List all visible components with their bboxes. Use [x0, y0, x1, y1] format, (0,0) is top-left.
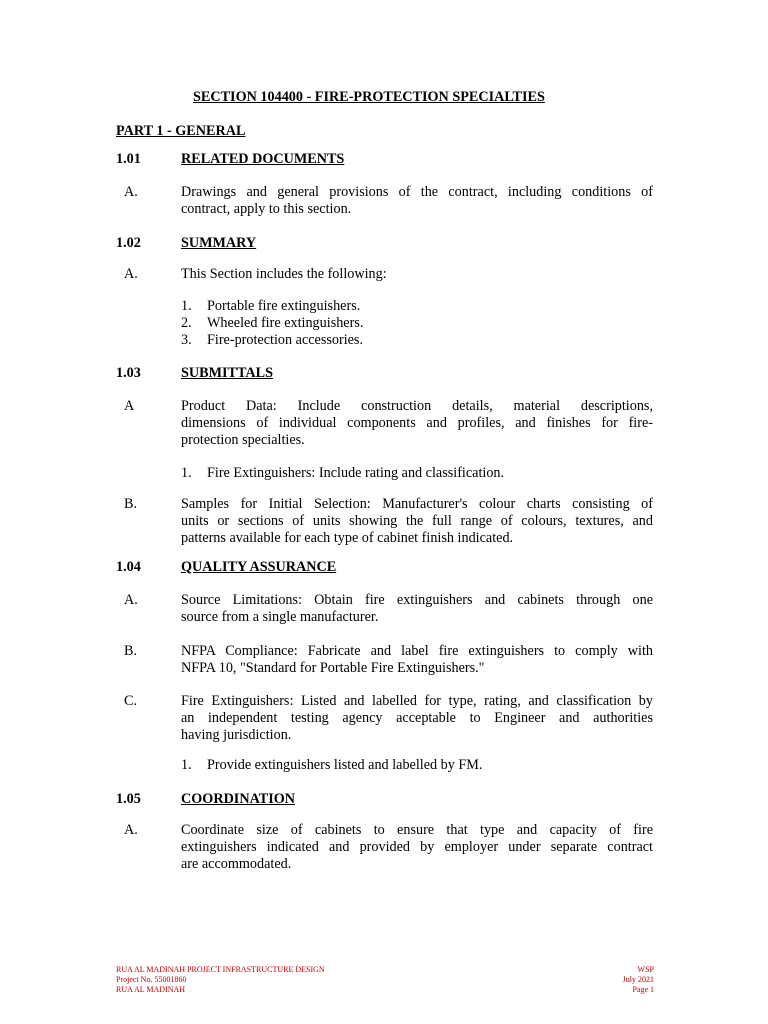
part-heading: PART 1 - GENERAL — [116, 123, 246, 139]
section-heading: QUALITY ASSURANCE — [181, 559, 337, 575]
document-title: SECTION 104400 - FIRE-PROTECTION SPECIALTIES — [193, 89, 545, 105]
footer-project-title: RUA AL MADINAH PROJECT INFRASTRUCTURE DESIGN — [116, 965, 325, 974]
paragraph-line: contract, apply to this section. — [181, 201, 352, 217]
item-label: A. — [124, 822, 138, 838]
section-number: 1.03 — [116, 365, 141, 381]
paragraph-line: Drawings and general provisions of the contract, including conditions of — [181, 184, 653, 200]
paragraph-line: NFPA Compliance: Fabricate and label fire extinguishers to comply with — [181, 643, 653, 659]
paragraph-line: having jurisdiction. — [181, 727, 292, 743]
item-label: A. — [124, 266, 138, 282]
item-label: A — [124, 398, 135, 414]
list-number: 1. — [181, 465, 192, 481]
footer-project-number: Project No. 55001860 — [116, 975, 187, 984]
paragraph-line: Source Limitations: Obtain fire extinguishers and cabinets through one — [181, 592, 653, 608]
item-label: A. — [124, 592, 138, 608]
list-number: 1. — [181, 298, 192, 314]
paragraph-line: dimensions of individual components and profiles, and finishes for fire- — [181, 415, 653, 431]
list-item: Provide extinguishers listed and labelled by FM. — [207, 757, 483, 773]
list-number: 1. — [181, 757, 192, 773]
paragraph-line: This Section includes the following: — [181, 266, 387, 282]
section-heading: SUBMITTALS — [181, 365, 273, 381]
item-label: A. — [124, 184, 138, 200]
paragraph-line: units or sections of units showing the full range of colours, textures, and — [181, 513, 653, 529]
list-item: Wheeled fire extinguishers. — [207, 315, 364, 331]
section-number: 1.01 — [116, 151, 141, 167]
paragraph-line: protection specialties. — [181, 432, 305, 448]
paragraph-line: Coordinate size of cabinets to ensure that type and capacity of fire — [181, 822, 653, 838]
paragraph-line: Product Data: Include construction details, material descriptions, — [181, 398, 653, 414]
list-number: 3. — [181, 332, 192, 348]
footer-company: WSP — [637, 965, 654, 974]
paragraph-line: Fire Extinguishers: Listed and labelled for type, rating, and classification by — [181, 693, 653, 709]
footer-page-number: Page 1 — [632, 985, 654, 994]
paragraph-line: patterns available for each type of cabinet finish indicated. — [181, 530, 514, 546]
item-label: B. — [124, 496, 138, 512]
section-number: 1.05 — [116, 791, 141, 807]
paragraph-line: are accommodated. — [181, 856, 292, 872]
item-label: B. — [124, 643, 138, 659]
list-item: Fire-protection accessories. — [207, 332, 364, 348]
paragraph-line: source from a single manufacturer. — [181, 609, 379, 625]
section-heading: RELATED DOCUMENTS — [181, 151, 345, 167]
section-number: 1.04 — [116, 559, 141, 575]
paragraph-line: Samples for Initial Selection: Manufacturer's colour charts consisting of — [181, 496, 653, 512]
item-label: C. — [124, 693, 138, 709]
paragraph-line: extinguishers indicated and provided by employer under separate contract — [181, 839, 653, 855]
list-item: Portable fire extinguishers. — [207, 298, 361, 314]
paragraph-line: NFPA 10, "Standard for Portable Fire Extinguishers." — [181, 660, 485, 676]
section-heading: SUMMARY — [181, 235, 257, 251]
section-heading: COORDINATION — [181, 791, 296, 807]
list-number: 2. — [181, 315, 192, 331]
footer-project-name: RUA AL MADINAH — [116, 985, 186, 994]
footer-date: July 2021 — [622, 975, 654, 984]
list-item: Fire Extinguishers: Include rating and classification. — [207, 465, 505, 481]
section-number: 1.02 — [116, 235, 141, 251]
paragraph-line: an independent testing agency acceptable to Engineer and authorities — [181, 710, 653, 726]
